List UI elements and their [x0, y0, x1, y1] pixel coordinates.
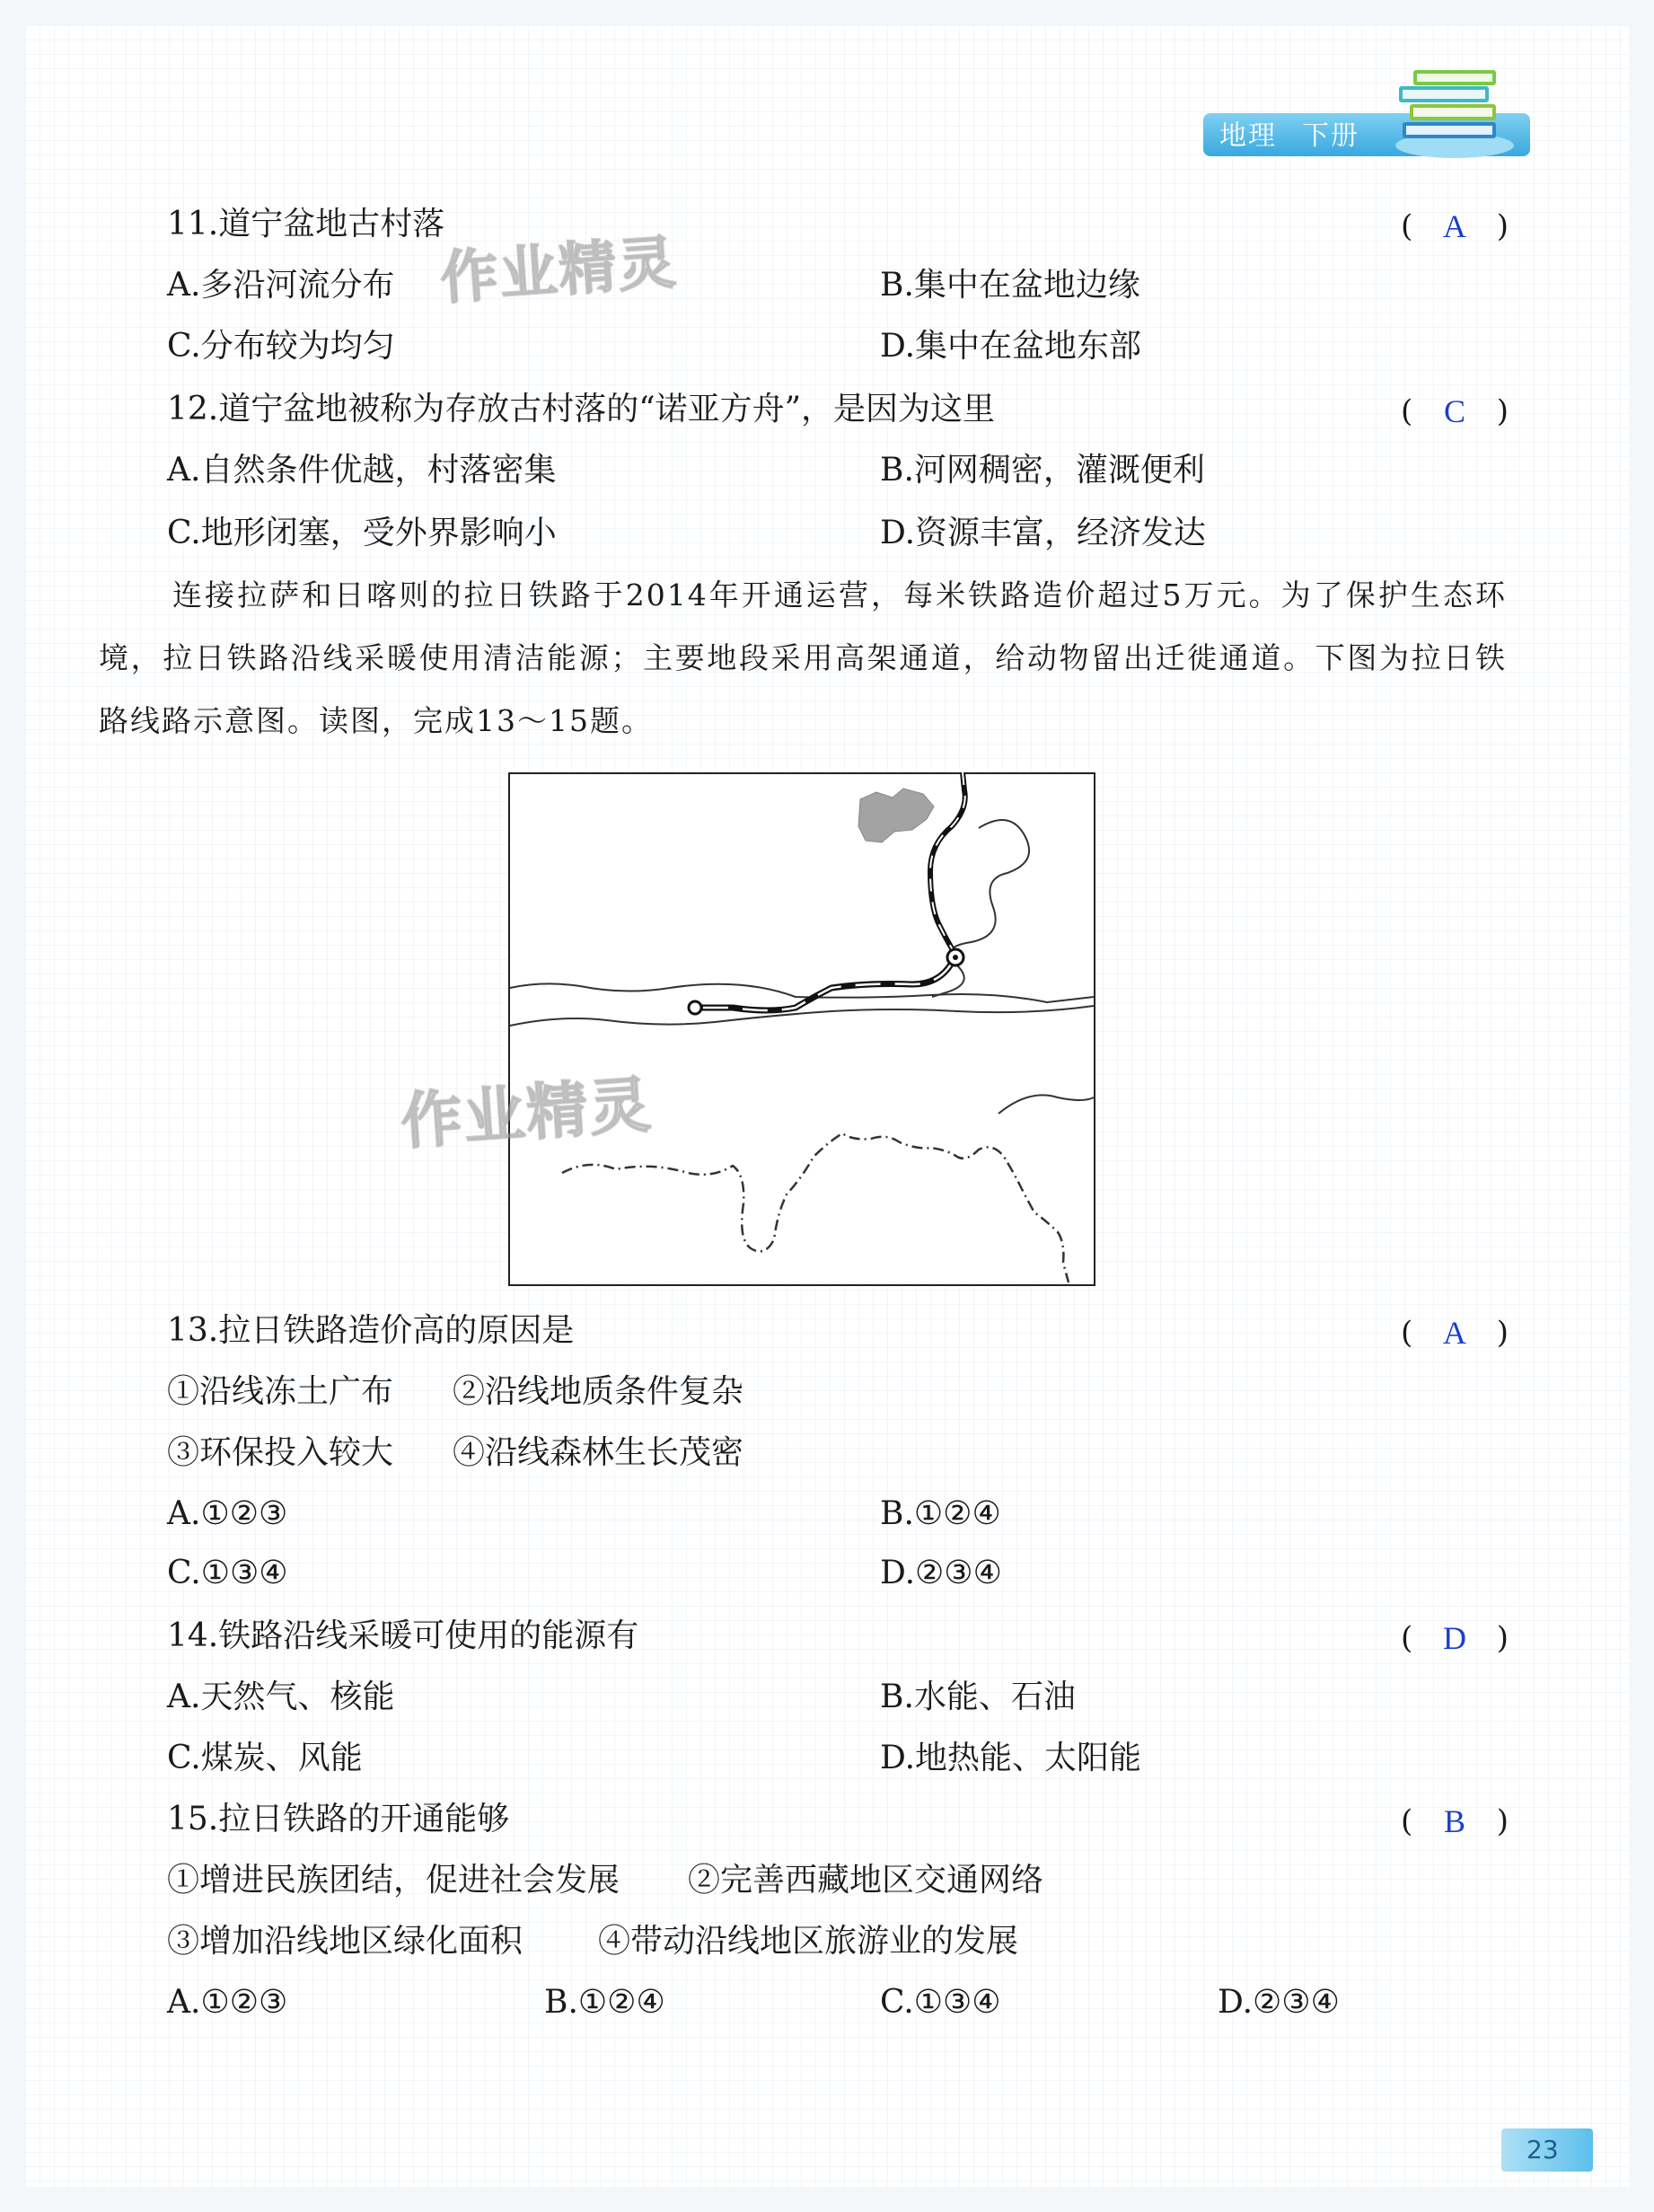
- q11-option-d: D.集中在盆地东部: [880, 328, 1142, 365]
- passage-text: 连接拉萨和日喀则的拉日铁路于2014年开通运营，每米铁路造价超过5万元。为了保护生态环境，拉日铁路沿线采暖使用清洁能源；主要地段采用高架通道，给动物留出迁徙通道。下图为拉日铁路线路示意图。读图，完成13～15题。: [99, 577, 1507, 738]
- watermark-map: 作业精灵: [399, 1070, 655, 1159]
- paren-open: (: [1401, 1620, 1413, 1656]
- q15-item-3: ③增加沿线地区绿化面积: [167, 1923, 523, 1960]
- q14-stem: 14.铁路沿线采暖可使用的能源有: [167, 1617, 639, 1654]
- q12-option-c: C.地形闭塞，受外界影响小: [167, 515, 557, 551]
- paren-close: ): [1496, 1315, 1509, 1351]
- q15-item-1: ①增进民族团结，促进社会发展: [167, 1862, 620, 1899]
- q13-item-1: ①沿线冻土广布: [167, 1373, 394, 1410]
- q13-option-b: B.①②④: [880, 1495, 1001, 1532]
- paren-close: ): [1496, 393, 1509, 429]
- paren-open: (: [1401, 1315, 1413, 1351]
- q13-item-4: ④沿线森林生长茂密: [453, 1434, 744, 1471]
- header-label: [1219, 117, 1359, 156]
- header-subject: 地理: [1219, 120, 1277, 152]
- railway-map: [508, 772, 1095, 1286]
- q12-option-a: A.自然条件优越，村落密集: [167, 452, 557, 489]
- paren-close: ): [1496, 1620, 1509, 1656]
- q15-option-c: C.①③④: [880, 1984, 1001, 2021]
- header-volume: 下册: [1302, 120, 1359, 152]
- paren-open: (: [1401, 208, 1413, 244]
- q13-answer-value: A: [1443, 1315, 1466, 1351]
- q15-option-b: B.①②④: [544, 1984, 665, 2021]
- q15-option-a: A.①②③: [167, 1984, 288, 2021]
- map-frame: [509, 773, 1095, 1285]
- q12-option-d: D.资源丰富，经济发达: [880, 515, 1207, 551]
- books-icon: [1390, 63, 1516, 162]
- paren-open: (: [1401, 393, 1413, 429]
- q15-item-2: ②完善西藏地区交通网络: [688, 1862, 1044, 1899]
- shigatse-city-marker: [689, 1001, 701, 1014]
- q11-answer-value: A: [1443, 208, 1466, 244]
- q15-item-4: ④带动沿线地区旅游业的发展: [598, 1923, 1019, 1960]
- q15-option-d: D.②③④: [1218, 1984, 1340, 2021]
- q12-answer-value: C: [1443, 393, 1465, 429]
- q15-stem: 15.拉日铁路的开通能够: [167, 1801, 510, 1837]
- q15-answer-value: B: [1443, 1803, 1465, 1839]
- q11-option-b: B.集中在盆地边缘: [880, 267, 1140, 304]
- q14-option-b: B.水能、石油: [880, 1679, 1076, 1715]
- paren-close: ): [1496, 208, 1509, 244]
- q12-stem: 12.道宁盆地被称为存放古村落的“诺亚方舟”，是因为这里: [167, 391, 996, 427]
- q14-option-a: A.天然气、核能: [167, 1679, 395, 1715]
- q14-option-d: D.地热能、太阳能: [880, 1740, 1142, 1776]
- q11-option-c: C.分布较为均匀: [167, 328, 395, 365]
- q14-option-c: C.煤炭、风能: [167, 1740, 363, 1776]
- q11-option-a: A.多沿河流分布: [167, 267, 395, 304]
- q13-option-a: A.①②③: [167, 1495, 288, 1532]
- q13-item-2: ②沿线地质条件复杂: [453, 1373, 744, 1410]
- q13-stem: 13.拉日铁路造价高的原因是: [167, 1312, 575, 1349]
- passage: [99, 564, 1507, 753]
- q13-option-d: D.②③④: [880, 1555, 1002, 1591]
- paren-close: ): [1496, 1803, 1509, 1839]
- q11-stem: 11.道宁盆地古村落: [167, 206, 445, 242]
- q14-answer-value: D: [1443, 1620, 1466, 1656]
- page-number: 23: [1526, 2135, 1559, 2164]
- watermark-top: 作业精灵: [438, 229, 680, 313]
- q13-item-3: ③环保投入较大: [167, 1434, 394, 1471]
- paren-open: (: [1401, 1803, 1413, 1839]
- q13-option-c: C.①③④: [167, 1555, 288, 1591]
- q12-option-b: B.河网稠密，灌溉便利: [880, 452, 1205, 489]
